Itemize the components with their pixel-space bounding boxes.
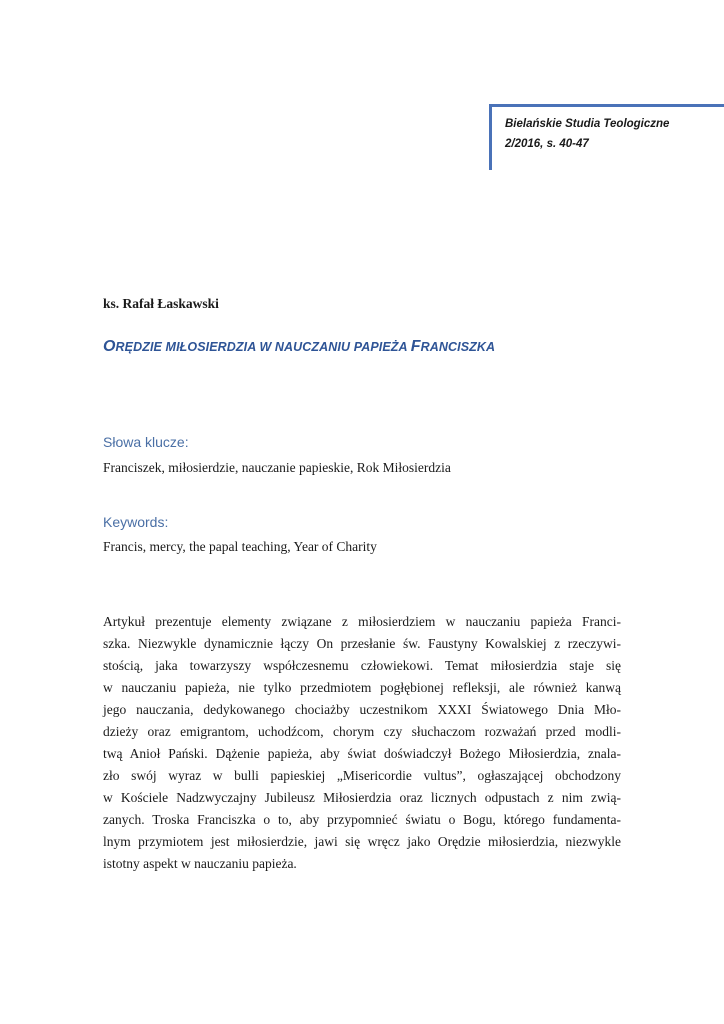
title-initial-f: F	[410, 338, 421, 355]
abstract-line: w Kościele Nadzwyczajny Jubileusz Miłosierdzia oraz licznych odpustach z nim zwią-	[103, 790, 621, 805]
keywords-pl-heading: Słowa klucze:	[103, 434, 189, 450]
title-part-2: RANCISZKA	[420, 340, 496, 354]
keywords-en-heading: Keywords:	[103, 514, 169, 530]
abstract-line: dzieży oraz emigrantom, uchodźcom, chorym czy słuchaczom rozważań przed modli-	[103, 724, 621, 739]
journal-issue: 2/2016, s. 40-47	[505, 138, 589, 150]
abstract-line: lnym przymiotem jest miłosierdzie, jawi się wręcz jako Orędzie miłosierdzia, niezwykle	[103, 834, 621, 849]
article-title	[103, 338, 495, 356]
abstract-line: stością, jaka towarzyszy współczesnemu człowiekowi. Temat miłosierdzia staje się	[103, 658, 621, 673]
abstract-line: Artykuł prezentuje elementy związane z miłosierdziem w nauczaniu papieża Franci-	[103, 614, 621, 629]
abstract-line: zanych. Troska Franciszka o to, aby przypomnieć światu o Bogu, którego fundamenta-	[103, 812, 621, 827]
abstract-line: istotny aspekt w nauczaniu papieża.	[103, 856, 297, 871]
abstract-line: w nauczaniu papieża, nie tylko przedmiotem pogłębionej refleksji, ale również kanwą	[103, 680, 621, 695]
keywords-pl-text: Franciszek, miłosierdzie, nauczanie papieskie, Rok Miłosierdzia	[103, 460, 451, 475]
journal-name: Bielańskie Studia Teologiczne	[505, 118, 670, 130]
abstract	[103, 611, 621, 875]
keywords-en-text: Francis, mercy, the papal teaching, Year of Charity	[103, 539, 377, 554]
journal-info	[505, 114, 669, 154]
abstract-line: zło swój wyraz w bulli papieskiej „Misericordie vultus”, ogłaszającej obchodzony	[103, 768, 621, 783]
author-name: ks. Rafał Łaskawski	[103, 296, 219, 311]
abstract-line: twą Anioł Pański. Dążenie papieża, aby świat doświadczył Bożego Miłosierdzia, znala-	[103, 746, 621, 761]
title-part-1: RĘDZIE MIŁOSIERDZIA W NAUCZANIU PAPIEŻA	[115, 340, 411, 354]
abstract-line: szka. Niezwykle dynamicznie łączy On przesłanie św. Faustyny Kowalskiej z rzeczywi-	[103, 636, 621, 651]
abstract-line: jego nauczania, dedykowanego chociażby uczestnikom XXXI Światowego Dnia Mło-	[103, 702, 621, 717]
title-initial-o: O	[103, 338, 116, 355]
